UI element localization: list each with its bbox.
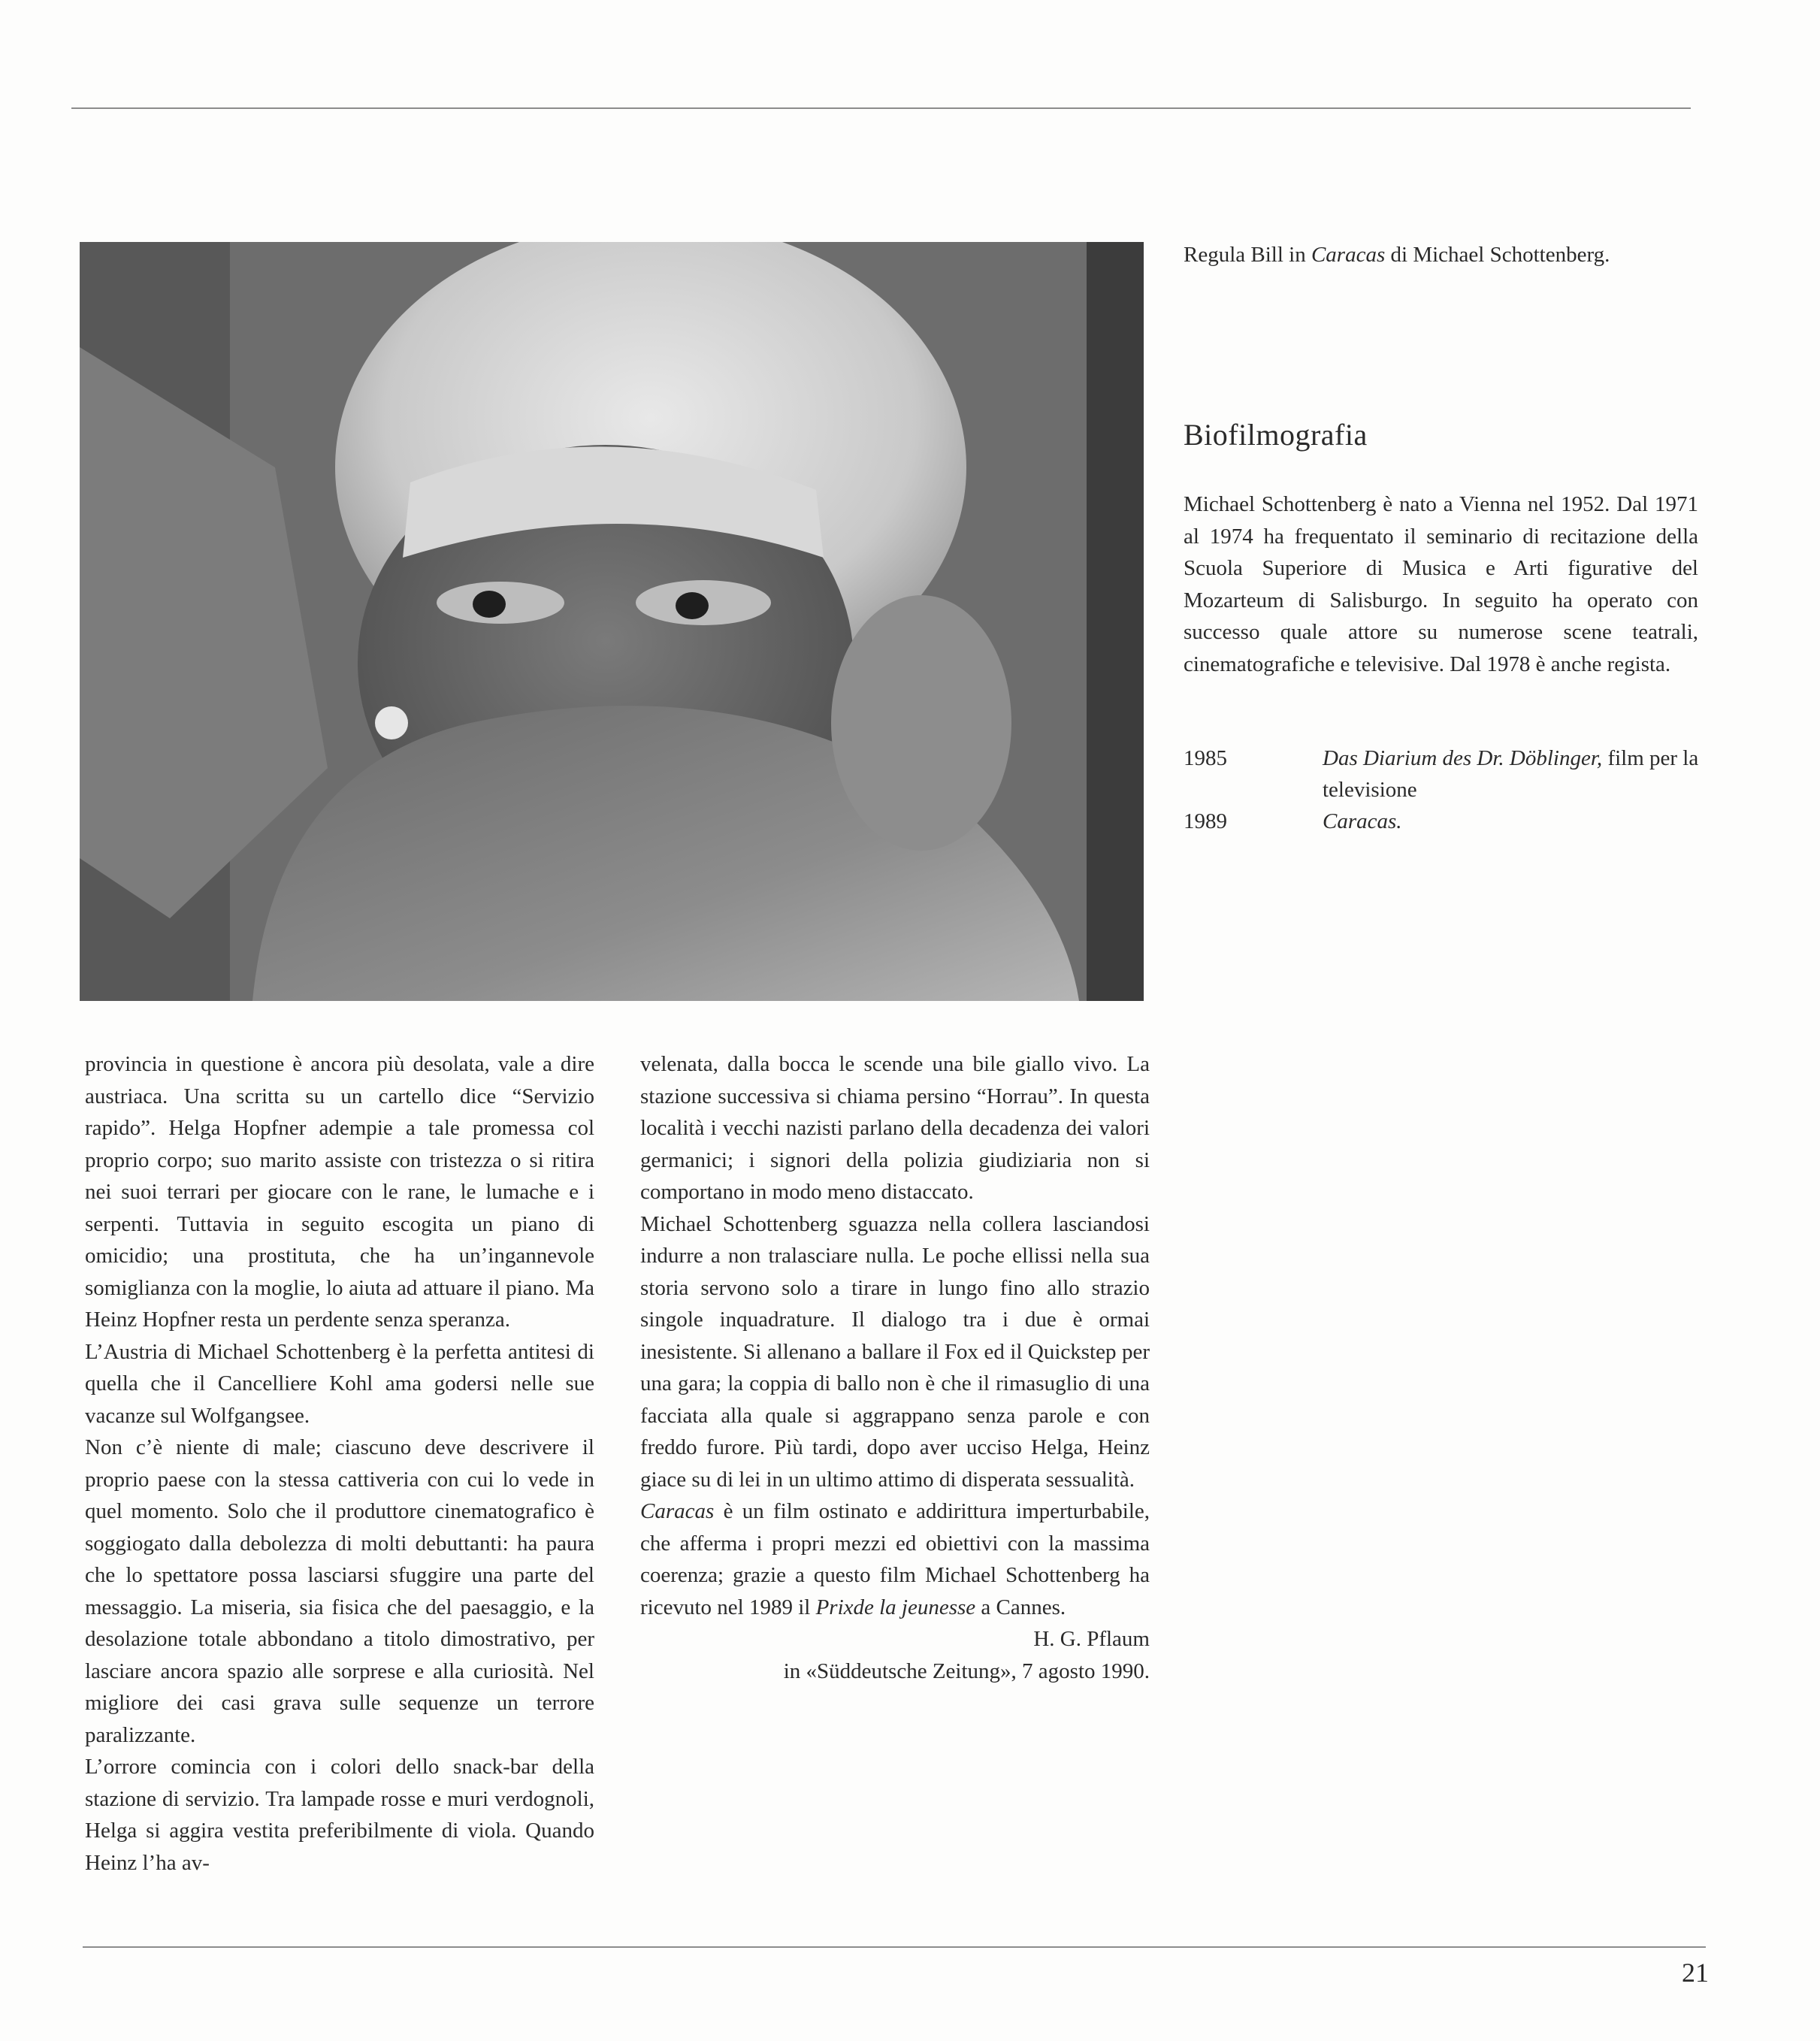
page-number: 21 [1682, 1958, 1709, 1988]
filmography-year: 1985 [1184, 746, 1227, 770]
article-paragraph: velenata, dalla bocca le scende una bile giallo vivo. La stazione successiva si chiama persino “Horrau”. In questa località i vecchi nazisti parlano della decadenza dei valori germanici; i signori della polizia giudiziaria non si comportano in modo meno distaccato. [640, 1052, 1150, 1204]
film-title: Das Diarium des Dr. Döblinger, [1323, 746, 1603, 770]
film-still-photo [80, 242, 1144, 1001]
filmography-entry [1323, 742, 1713, 806]
article-paragraph: Non c’è niente di male; ciascuno deve descrivere il proprio paese con la stessa cattiveria con cui lo vede in quel momento. Solo che il produttore cinematografico è soggiogato dalla debolezza di molti debuttanti: ha paura che lo spettatore possa lasciarsi sfuggire una parte del messaggio. La miseria, sia fisica che del paesaggio, e la desolazione totale abbondano a titolo dimostrativo, per lasciare ancora spazio alle sorprese e alla curiosità. Nel migliore dei casi grava sulle sequenze un terrore paralizzante. [85, 1435, 594, 1747]
article-paragraph-final [640, 1495, 1150, 1623]
photo-caption-prefix: Regula Bill in [1184, 243, 1311, 267]
film-note: film per la televisione [1323, 746, 1699, 802]
article-column-right [640, 1048, 1150, 1687]
film-title-inline: Caracas [640, 1499, 715, 1523]
biofilmography-heading: Biofilmografia [1184, 418, 1368, 452]
biography-text: Michael Schottenberg è nato a Vienna nel 1952. Dal 1971 al 1974 ha frequentato il seminario di recitazione della Scuola Superiore di Musica e Arti figurative del Mozarteum di Salisburgo. In seguito ha operato con successo quale attore su numerose scene teatrali, cinematografiche e televisive. Dal 1978 è anche regista. [1184, 492, 1698, 676]
article-column-left [85, 1048, 594, 1879]
top-rule [71, 107, 1691, 109]
photo-caption [1184, 239, 1725, 271]
article-paragraph: L’Austria di Michael Schottenberg è la perfetta antitesi di quella che il Cancelliere Kohl ama godersi nelle sue vacanze sul Wolfgangsee. [85, 1339, 594, 1428]
final-text-part: è un film ostinato e addirittura imperturbabile, che afferma i propri mezzi ed obiettivi con la massima coerenza; grazie a questo film Michael Schottenberg ha ricevuto nel 1989 il [640, 1499, 1150, 1619]
article-source: in «Süddeutsche Zeitung», 7 agosto 1990. [783, 1659, 1150, 1683]
filmography-entry [1323, 806, 1713, 837]
final-text-part: a Cannes. [975, 1595, 1066, 1619]
photo-caption-title: Caracas [1311, 243, 1386, 267]
bottom-rule [83, 1946, 1706, 1948]
article-paragraph: Michael Schottenberg sguazza nella collera lasciandosi indurre a non tralasciare nulla. Le poche ellissi nella sua storia servono solo a tirare in lungo fino allo strazio singole inquadrature. Il dialogo tra i due è ormai inesistente. Si allenano a ballare il Fox ed il Quickstep per una gara; la coppia di ballo non è che il rimasuglio di una facciata alla quale si aggrappano senza parole e con freddo furore. Più tardi, dopo aver ucciso Helga, Heinz giace su di lei in un ultimo attimo di disperata sessualità. [640, 1211, 1150, 1492]
article-author: H. G. Pflaum [1033, 1627, 1150, 1651]
film-title: Caracas. [1323, 809, 1402, 833]
prize-name: Prixde la jeunesse [815, 1595, 976, 1619]
article-paragraph: provincia in questione è ancora più desolata, vale a dire austriaca. Una scritta su un cartello dice “Servizio rapido”. Helga Hopfner adempie a tale promessa col proprio corpo; suo marito assiste con tristezza o si ritira nei suoi terrari per giocare con le rane, le lumache e i serpenti. Tuttavia in seguito escogita un piano di omicidio; una prostituta, che ha un’ingannevole somiglianza con la moglie, lo aiuta ad attuare il piano. Ma Heinz Hopfner resta un perdente senza speranza. [85, 1052, 594, 1332]
filmography-year: 1989 [1184, 809, 1227, 833]
photo-caption-suffix: di Michael Schottenberg. [1385, 243, 1610, 267]
article-paragraph: L’orrore comincia con i colori dello snack-bar della stazione di servizio. Tra lampade rosse e muri verdognoli, Helga si aggira vestita preferibilmente di viola. Quando Heinz l’ha av- [85, 1755, 594, 1875]
